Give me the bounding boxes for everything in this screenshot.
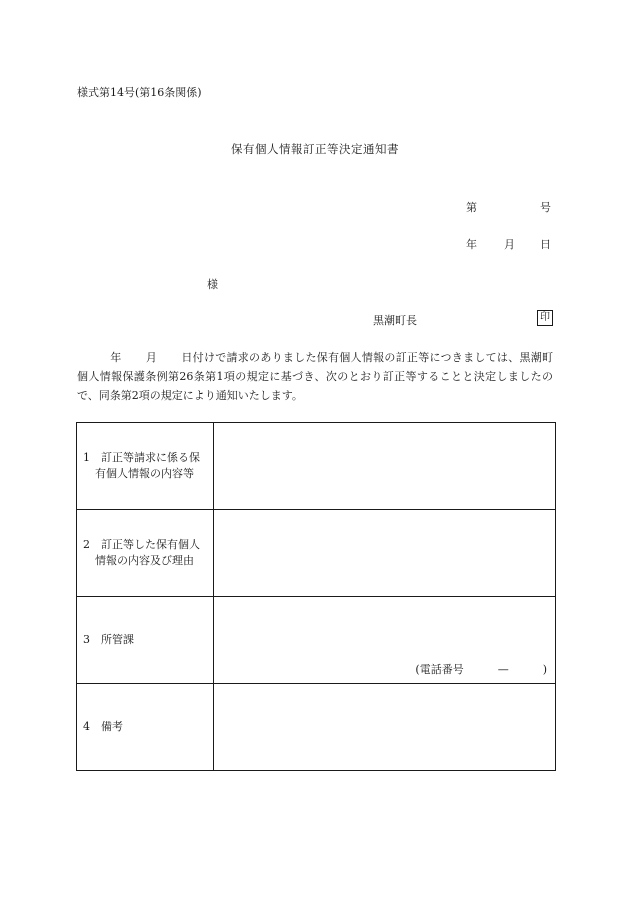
row-label-cell (77, 684, 214, 771)
number-suffix: 号 (540, 201, 551, 214)
row-number: 1 (83, 451, 90, 464)
phone-close: ) (542, 663, 547, 676)
row-number: 3 (83, 633, 90, 646)
recipient-honorific: 様 (207, 278, 218, 291)
body-text: 日付けで請求のありました保有個人情報の訂正等につきましては、黒潮町個人情報保護条例第26条第1項の規定に基づき、次のとおり訂正等することと決定しましたので、同条第2項の規定により通知いたします。 (77, 351, 554, 402)
row-label: 備考 (101, 720, 123, 733)
table-row (77, 597, 556, 684)
row-label: 訂正等した保有個人情報の内容及び理由 (95, 538, 200, 567)
row-label: 所管課 (101, 633, 134, 646)
seal-stamp: 印 (537, 310, 553, 326)
form-id: 様式第14号(第16条関係) (77, 86, 202, 99)
phone-dash: — (497, 663, 509, 676)
row-label: 訂正等請求に係る保有個人情報の内容等 (95, 451, 200, 480)
table-row (77, 423, 556, 510)
body-paragraph (77, 348, 553, 405)
row-number: 2 (83, 538, 90, 551)
row-value-cell (214, 423, 556, 510)
information-table (76, 422, 556, 771)
row-number: 4 (83, 720, 90, 733)
date-day: 日 (540, 238, 551, 251)
row-value-cell (214, 684, 556, 771)
date-year: 年 (466, 238, 477, 251)
document-title: 保有個人情報訂正等決定通知書 (231, 142, 399, 156)
body-year: 年 (110, 351, 122, 364)
table-row (77, 684, 556, 771)
row-value-cell (214, 510, 556, 597)
department-cell (214, 597, 556, 684)
row-label-cell (77, 597, 214, 684)
date-month: 月 (504, 238, 515, 251)
body-month: 月 (145, 351, 158, 364)
row-label-cell (77, 423, 214, 510)
phone-open: (電話番号 (415, 663, 464, 676)
number-prefix: 第 (466, 201, 477, 214)
row-label-cell (77, 510, 214, 597)
table-row (77, 510, 556, 597)
phone-number-line (415, 661, 547, 677)
issuer-name: 黒潮町長 (373, 314, 417, 327)
